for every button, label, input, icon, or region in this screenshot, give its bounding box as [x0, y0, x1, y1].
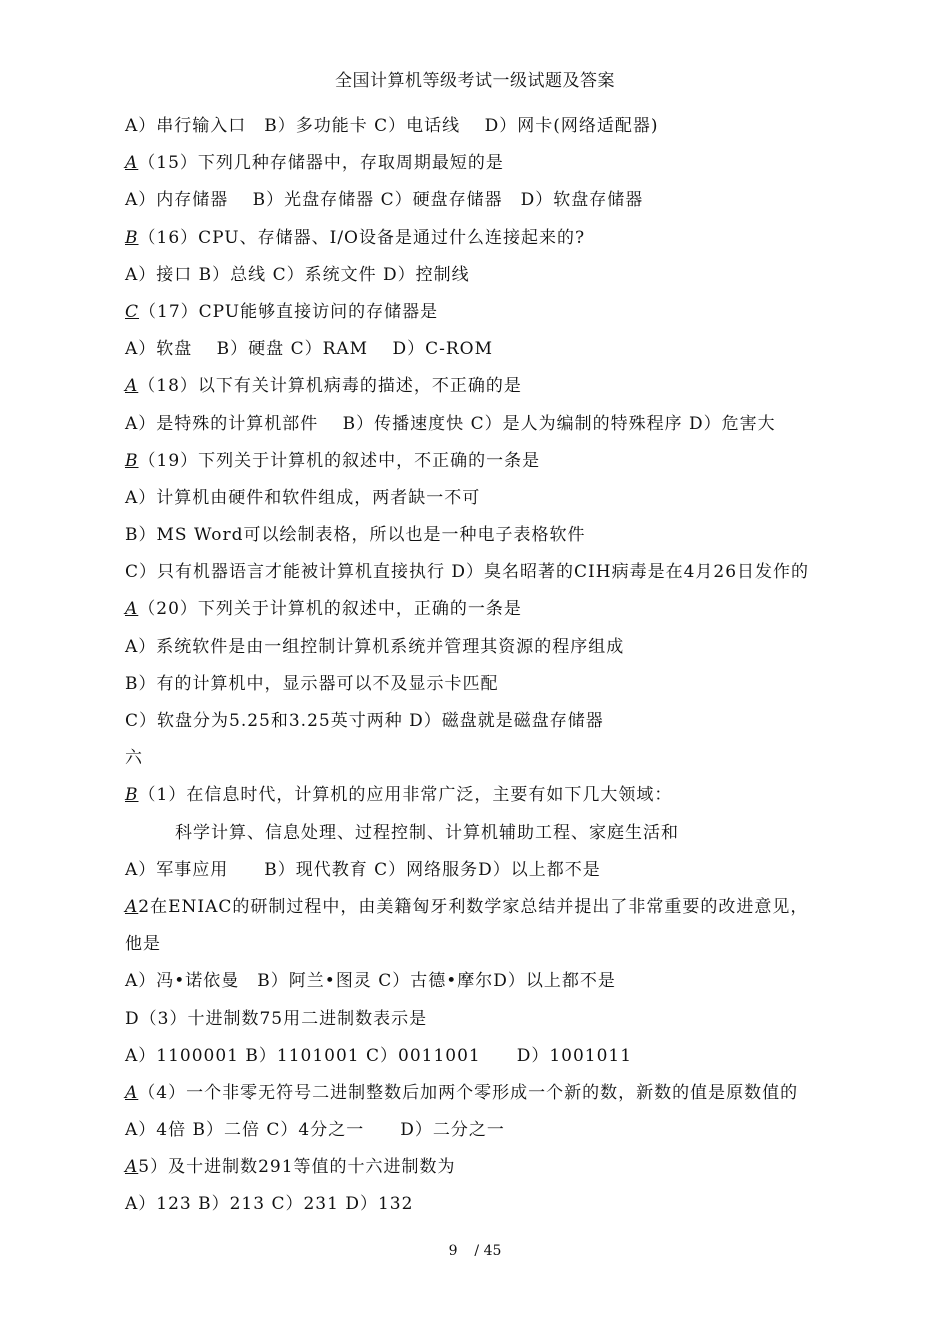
text-line — [125, 484, 845, 521]
text-line — [125, 372, 845, 409]
line-text: （1）在信息时代，计算机的应用非常广泛，主要有如下几大领域： — [138, 785, 673, 806]
page-number: 9 — [448, 1243, 458, 1259]
text-line — [125, 261, 845, 298]
answer-mark: A — [125, 1082, 139, 1103]
answer-mark: A — [125, 896, 139, 917]
answer-mark: A — [125, 599, 139, 620]
answer-mark: C — [125, 301, 140, 322]
text-line — [125, 893, 845, 930]
line-text: A）接口 B）总线 C）系统文件 D）控制线 — [125, 264, 470, 285]
text-line — [125, 558, 845, 595]
line-text: D（3）十进制数75用二进制数表示是 — [125, 1008, 428, 1029]
line-text: A）计算机由硬件和软件组成，两者缺一不可 — [125, 487, 481, 508]
line-text: 六 — [125, 748, 143, 769]
page-footer — [0, 1243, 950, 1259]
text-line — [125, 707, 845, 744]
line-text: A）内存储器 B）光盘存储器 C）硬盘存储器 D）软盘存储器 — [125, 190, 644, 211]
line-text: B）有的计算机中，显示器可以不及显示卡匹配 — [125, 673, 499, 694]
line-text: 他是 — [125, 934, 161, 955]
text-line — [125, 819, 845, 856]
text-line — [125, 112, 845, 149]
text-line — [125, 1042, 845, 1079]
line-text: A）123 B）213 C）231 D）132 — [125, 1194, 414, 1215]
line-text: A）软盘 B）硬盘 C）RAM D）C-ROM — [125, 339, 493, 360]
line-text: （4）一个非零无符号二进制整数后加两个零形成一个新的数，新数的值是原数值的 — [138, 1082, 799, 1103]
line-text: （20）下列关于计算机的叙述中，正确的一条是 — [138, 599, 522, 620]
page-header: 全国计算机等级考试一级试题及答案 — [335, 71, 615, 91]
page-separator: / — [474, 1243, 480, 1259]
line-text: （17）CPU能够直接访问的存储器是 — [139, 301, 439, 322]
answer-mark: A — [125, 153, 139, 174]
line-text: 科学计算、信息处理、过程控制、计算机辅助工程、家庭生活和 — [175, 822, 679, 843]
line-text: （15）下列几种存储器中，存取周期最短的是 — [138, 153, 504, 174]
line-text: （18）以下有关计算机病毒的描述，不正确的是 — [138, 376, 522, 397]
line-text: （19）下列关于计算机的叙述中，不正确的一条是 — [138, 450, 541, 471]
text-line — [125, 224, 845, 261]
answer-mark: B — [125, 450, 139, 471]
line-text: 2在ENIAC的研制过程中，由美籍匈牙利数学家总结并提出了非常重要的改进意见， — [138, 896, 809, 917]
answer-mark: A — [125, 1157, 139, 1178]
text-line — [125, 186, 845, 223]
line-text: A）军事应用 B）现代教育 C）网络服务D）以上都不是 — [125, 859, 601, 880]
text-line — [125, 521, 845, 558]
text-line — [125, 298, 845, 335]
text-line — [125, 856, 845, 893]
text-line — [125, 595, 845, 632]
answer-mark: B — [125, 785, 139, 806]
line-text: C）软盘分为5.25和3.25英寸两种 D）磁盘就是磁盘存储器 — [125, 711, 604, 731]
text-line — [125, 930, 845, 967]
text-line — [125, 149, 845, 186]
answer-mark: A — [125, 376, 139, 397]
text-line — [125, 670, 845, 707]
text-line — [125, 744, 845, 781]
line-text: （16）CPU、存储器、I/O设备是通过什么连接起来的? — [138, 227, 586, 248]
text-line — [125, 335, 845, 372]
line-text: A）串行输入口 B）多功能卡 C）电话线 D）网卡(网络适配器) — [125, 116, 659, 136]
text-line — [125, 447, 845, 484]
line-text: 5）及十进制数291等值的十六进制数为 — [138, 1157, 456, 1178]
text-line — [125, 1005, 845, 1042]
text-line — [125, 410, 845, 447]
answer-mark: B — [125, 227, 139, 248]
line-text: A）冯•诺依曼 B）阿兰•图灵 C）古德•摩尔D）以上都不是 — [125, 971, 616, 992]
text-line — [125, 781, 845, 818]
line-text: A）是特殊的计算机部件 B）传播速度快 C）是人为编制的特殊程序 D）危害大 — [125, 413, 776, 434]
text-line — [125, 1153, 845, 1190]
line-text: A）4倍 B）二倍 C）4分之一 D）二分之一 — [125, 1120, 505, 1141]
text-line — [125, 1190, 845, 1227]
text-line — [125, 1079, 845, 1116]
text-line — [125, 967, 845, 1004]
text-line — [125, 633, 845, 670]
page-total: 45 — [483, 1243, 502, 1259]
line-text: B）MS Word可以绘制表格，所以也是一种电子表格软件 — [125, 525, 586, 546]
line-text: C）只有机器语言才能被计算机直接执行 D）臭名昭著的CIH病毒是在4月26日发作的 — [125, 562, 810, 583]
line-text: A）系统软件是由一组控制计算机系统并管理其资源的程序组成 — [125, 636, 625, 657]
line-text: A）1100001 B）1101001 C）0011001 D）1001011 — [125, 1045, 633, 1066]
text-line — [125, 1116, 845, 1153]
question-content — [125, 112, 845, 1228]
